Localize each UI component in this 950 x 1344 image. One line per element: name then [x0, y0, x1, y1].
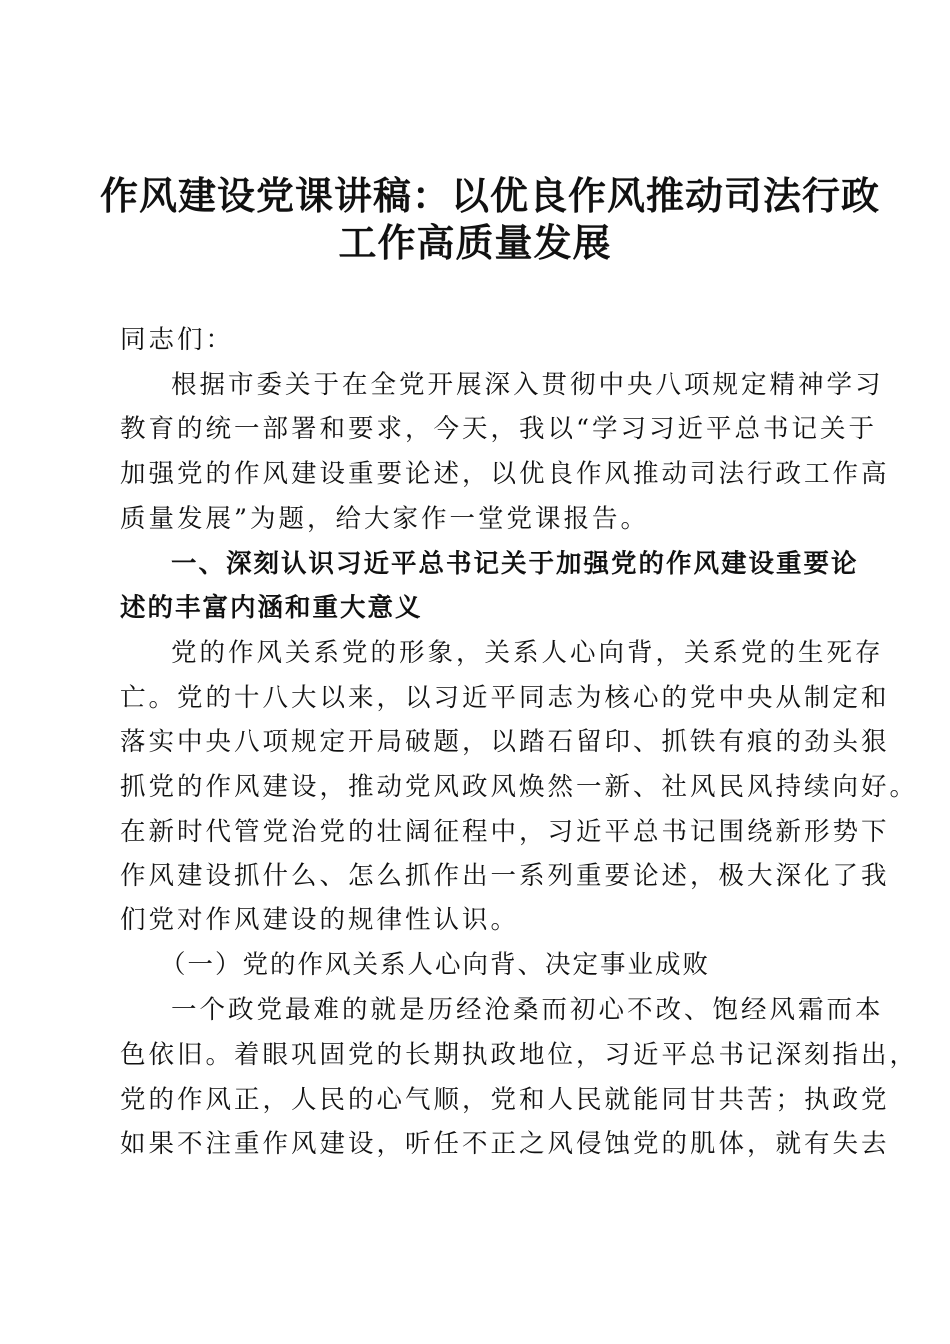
section-heading: 述的丰富内涵和重大意义: [120, 593, 423, 623]
paragraph-line: 教育的统一部署和要求，今天，我以“学习习近平总书记关于: [120, 414, 878, 444]
salutation: 同志们：: [120, 325, 235, 355]
paragraph-line: 根据市委关于在全党开展深入贯彻中央八项规定精神学习: [171, 370, 884, 400]
paragraph-line: 在新时代管党治党的壮阔征程中，习近平总书记围绕新形势下: [120, 817, 890, 847]
paragraph-line: 作风建设抓什么、怎么抓作出一系列重要论述，极大深化了我: [120, 861, 890, 891]
paragraph-line: 加强党的作风建设重要论述，以优良作风推动司法行政工作高: [120, 459, 890, 489]
document-title-line-2: 工作高质量发展: [338, 220, 612, 265]
document-title-line-1: 作风建设党课讲稿：以优良作风推动司法行政: [100, 173, 881, 218]
paragraph-line: 党的作风正，人民的心气顺，党和人民就能同甘共苦；执政党: [120, 1085, 890, 1115]
paragraph-line: 抓党的作风建设，推动党风政风焕然一新、社风民风持续向好。: [120, 772, 919, 802]
paragraph-line: 一个政党最难的就是历经沧桑而初心不改、饱经风霜而本: [171, 995, 884, 1025]
paragraph-line: 亡。党的十八大以来，以习近平同志为核心的党中央从制定和: [120, 683, 890, 713]
subsection-heading: （一）党的作风关系人心向背、决定事业成败: [160, 950, 711, 980]
paragraph-line: 们党对作风建设的规律性认识。: [120, 905, 520, 935]
paragraph-line: 如果不注重作风建设，听任不正之风侵蚀党的肌体，就有失去: [120, 1129, 890, 1159]
section-heading: 一、深刻认识习近平总书记关于加强党的作风建设重要论: [171, 549, 859, 579]
paragraph-line: 党的作风关系党的形象，关系人心向背，关系党的生死存: [171, 638, 884, 668]
paragraph-line: 质量发展”为题，给大家作一堂党课报告。: [120, 504, 650, 534]
paragraph-line: 色依旧。着眼巩固党的长期执政地位，习近平总书记深刻指出，: [120, 1040, 919, 1070]
paragraph-line: 落实中央八项规定开局破题，以踏石留印、抓铁有痕的劲头狠: [120, 727, 890, 757]
